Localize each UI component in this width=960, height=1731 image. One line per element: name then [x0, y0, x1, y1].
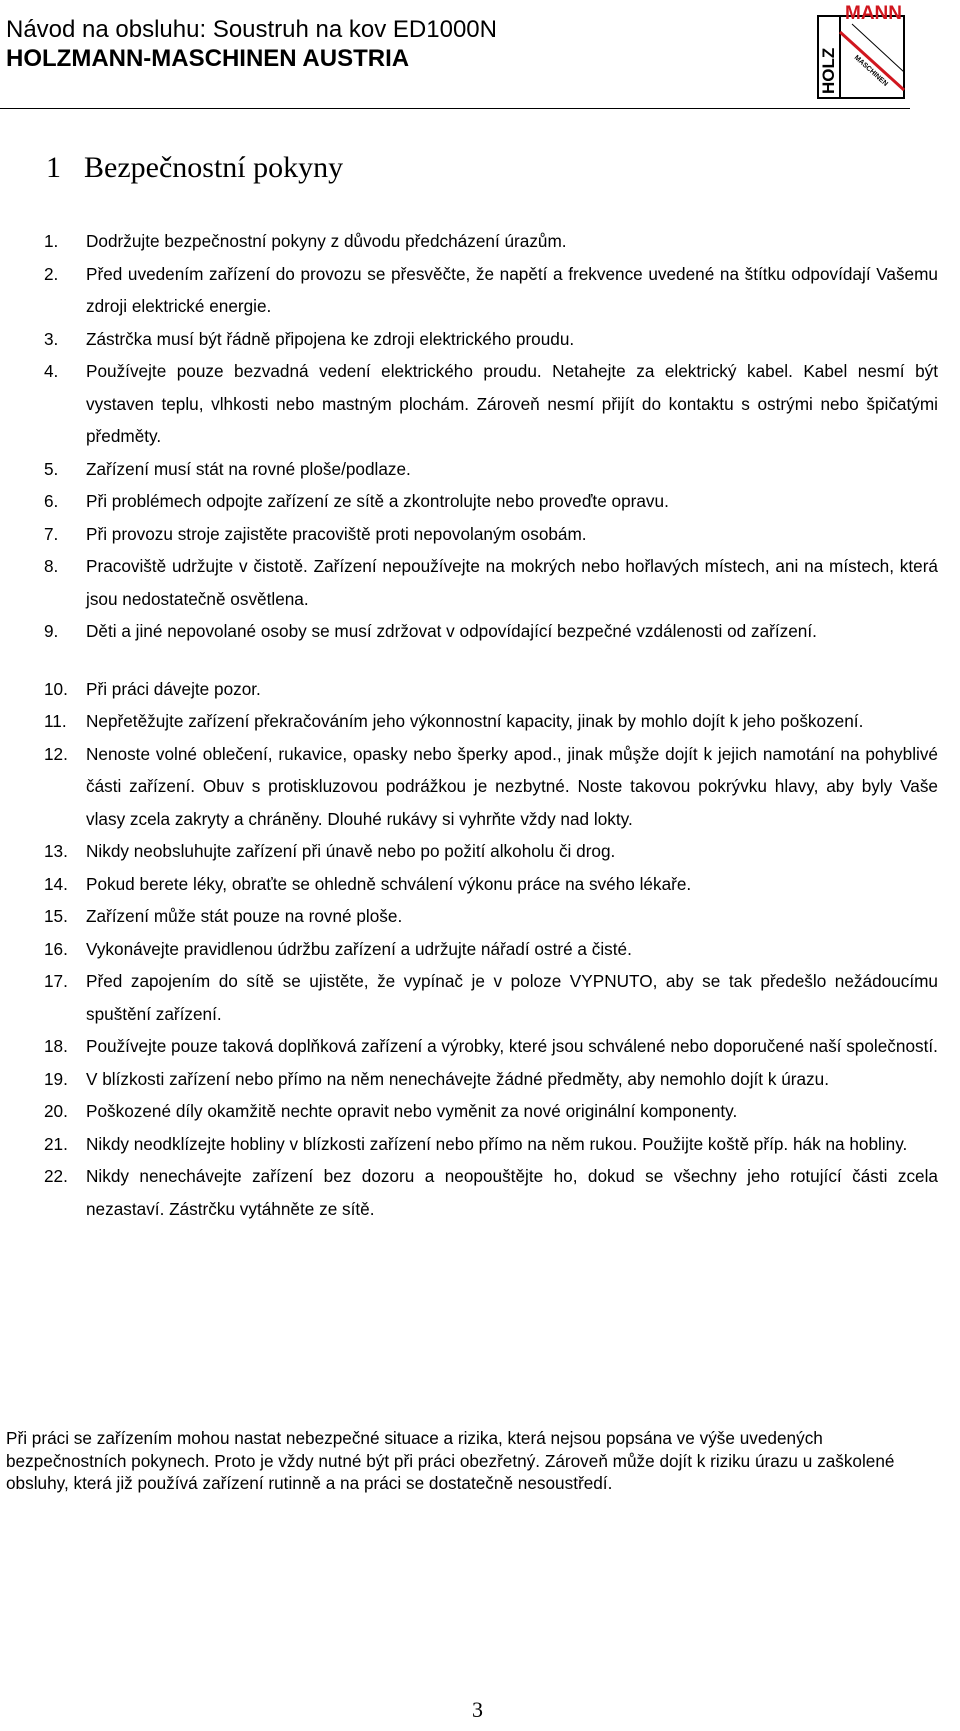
rule-text: Nikdy neobsluhujte zařízení při únavě nebo po požití alkoholu či drog.: [86, 841, 616, 861]
rule-text: Nikdy neodklízejte hobliny v blízkosti zařízení nebo přímo na něm rukou. Použijte koště příp. hák na hobliny.: [86, 1133, 908, 1154]
rule-text: Poškozené díly okamžitě nechte opravit nebo vyměnit za nové originální komponenty.: [86, 1101, 738, 1121]
rule-text: Zástrčka musí být řádně připojena ke zdroji elektrického proudu.: [86, 328, 575, 349]
rule-number: 2.: [44, 263, 59, 284]
rule-text: Nepřetěžujte zařízení překračováním jeho výkonnostní kapacity, jinak by mohlo dojít k jeho poškození.: [86, 711, 864, 731]
list-item: [0, 868, 938, 901]
page-header: [0, 0, 910, 109]
list-item: [0, 835, 938, 868]
logo-mann-text: MANN: [845, 3, 902, 24]
list-item: [0, 1160, 938, 1225]
rule-number: 20.: [44, 1101, 68, 1121]
safety-rules-list: [0, 225, 960, 1225]
list-item: [0, 1128, 938, 1161]
holzmann-logo: [812, 2, 912, 102]
rule-number: 22.: [44, 1166, 68, 1186]
rule-number: 19.: [44, 1068, 68, 1089]
rule-number: 3.: [44, 328, 59, 349]
rule-number: 4.: [44, 361, 59, 381]
rule-text: Před uvedením zařízení do provozu se přesvěčte, že napětí a frekvence uvedené na štítku odpovídají Vašemu zdroji elektrické energie.: [86, 263, 938, 316]
list-item: [0, 518, 938, 551]
rule-number: 7.: [44, 523, 59, 544]
rule-number: 16.: [44, 938, 68, 959]
list-item: [0, 550, 938, 615]
rule-text: Nenoste volné oblečení, rukavice, opasky nebo šperky apod., jinak můşže dojít k jejich namotání na pohyblivé části zařízení. Obuv s protiskluzovou podrážkou je nezbytné. Noste takovou pokrývku hlavy, aby byly Vaše vlasy zcela zakryty a chráněny. Dlouhé rukávy si vyhrňte vždy nad lokty.: [86, 743, 938, 829]
rule-number: 8.: [44, 556, 59, 576]
rule-text: Zařízení může stát pouze na rovné ploše.: [86, 906, 403, 926]
list-item: [0, 738, 938, 836]
list-item: [0, 485, 938, 518]
rule-number: 1.: [44, 231, 59, 251]
section-title: Bezpečnostní pokyny: [84, 151, 344, 184]
list-item: [0, 1030, 938, 1063]
rule-text: Před zapojením do sítě se ujistěte, že vypínač je v poloze VYPNUTO, aby se tak předešlo nežádoucímu spuštění zařízení.: [86, 971, 938, 1024]
rule-text: Zařízení musí stát na rovné ploše/podlaze.: [86, 458, 411, 479]
rule-number: 10.: [44, 678, 68, 699]
logo-holz-text: HOLZ: [819, 47, 838, 94]
rule-number: 13.: [44, 841, 68, 861]
list-item: [0, 705, 938, 738]
section-heading: [46, 151, 343, 185]
rule-number: 15.: [44, 906, 68, 926]
list-item: [0, 900, 938, 933]
list-item: [0, 225, 938, 258]
list-item: [0, 933, 938, 966]
rule-number: 6.: [44, 491, 59, 511]
rule-number: 17.: [44, 971, 68, 991]
rule-text: Při práci dávejte pozor.: [86, 678, 261, 699]
manual-title: Návod na obsluhu: Soustruh na kov ED1000N: [6, 16, 497, 43]
rule-text: Používejte pouze taková doplňková zařízení a výrobky, které jsou schválené nebo doporučené naší společností.: [86, 1036, 938, 1056]
list-item: [0, 323, 938, 356]
rule-text: Pokud berete léky, obraťte se ohledně schválení výkonu práce na svého lékaře.: [86, 873, 692, 894]
list-item: [0, 965, 938, 1030]
section-number: 1: [46, 151, 61, 184]
rule-number: 11.: [44, 711, 67, 731]
list-item: [0, 615, 938, 648]
rule-text: Vykonávejte pravidlenou údržbu zařízení a udržujte nářadí ostré a čisté.: [86, 938, 632, 959]
rule-number: 5.: [44, 458, 59, 479]
list-item: [0, 355, 938, 453]
list-item: [0, 673, 938, 706]
rule-text: Děti a jiné nepovolané osoby se musí zdržovat v odpovídající bezpečné vzdálenosti od zařízení.: [86, 621, 817, 641]
rule-number: 14.: [44, 873, 68, 894]
rule-text: Při problémech odpojte zařízení ze sítě a zkontrolujte nebo proveďte opravu.: [86, 491, 669, 511]
list-item: [0, 1095, 938, 1128]
rule-text: Pracoviště udržujte v čistotě. Zařízení nepoužívejte na mokrých nebo hořlavých místech, ani na místech, která jsou nedostatečně osvětlena.: [86, 556, 938, 609]
rule-text: Nikdy nenechávejte zařízení bez dozoru a neopouštějte ho, dokud se všechny jeho rotující části zcela nezastaví. Zástrčku vytáhněte ze sítě.: [86, 1166, 938, 1219]
rule-number: 18.: [44, 1036, 68, 1056]
list-item: [0, 1063, 938, 1096]
rule-number: 9.: [44, 621, 59, 641]
rule-text: Používejte pouze bezvadná vedení elektrického proudu. Netahejte za elektrický kabel. Kabel nesmí být vystaven teplu, vlhkosti nebo mastným plochám. Zároveň nesmí přijít do kontaktu s ostrými nebo špičatými předměty.: [86, 361, 938, 446]
company-name: HOLZMANN-MASCHINEN AUSTRIA: [6, 45, 410, 72]
rule-text: Při provozu stroje zajistěte pracoviště proti nepovolaným osobám.: [86, 523, 587, 544]
list-item: [0, 453, 938, 486]
list-item: [0, 258, 938, 323]
logo-maschinen-text: MASCHINEN: [852, 54, 889, 88]
rule-text: V blízkosti zařízení nebo přímo na něm nenechávejte žádné předměty, aby nemohlo dojít k úrazu.: [86, 1068, 829, 1089]
page-number: 3: [472, 1697, 483, 1722]
rule-number: 21.: [44, 1133, 68, 1154]
rule-number: 12.: [44, 743, 68, 764]
warning-paragraph: Při práci se zařízením mohou nastat nebezpečné situace a rizika, která nejsou popsána ve výše uvedených bezpečnostních pokynech. Proto je vždy nutné být při práci obezřetný. Zároveň může dojít k riziku úrazu u zaškolené obsluhy, která již používá zařízení rutinně a na práci se dostatečně nesoustředí.: [6, 1428, 895, 1493]
rule-text: Dodržujte bezpečnostní pokyny z důvodu předcházení úrazům.: [86, 231, 567, 251]
